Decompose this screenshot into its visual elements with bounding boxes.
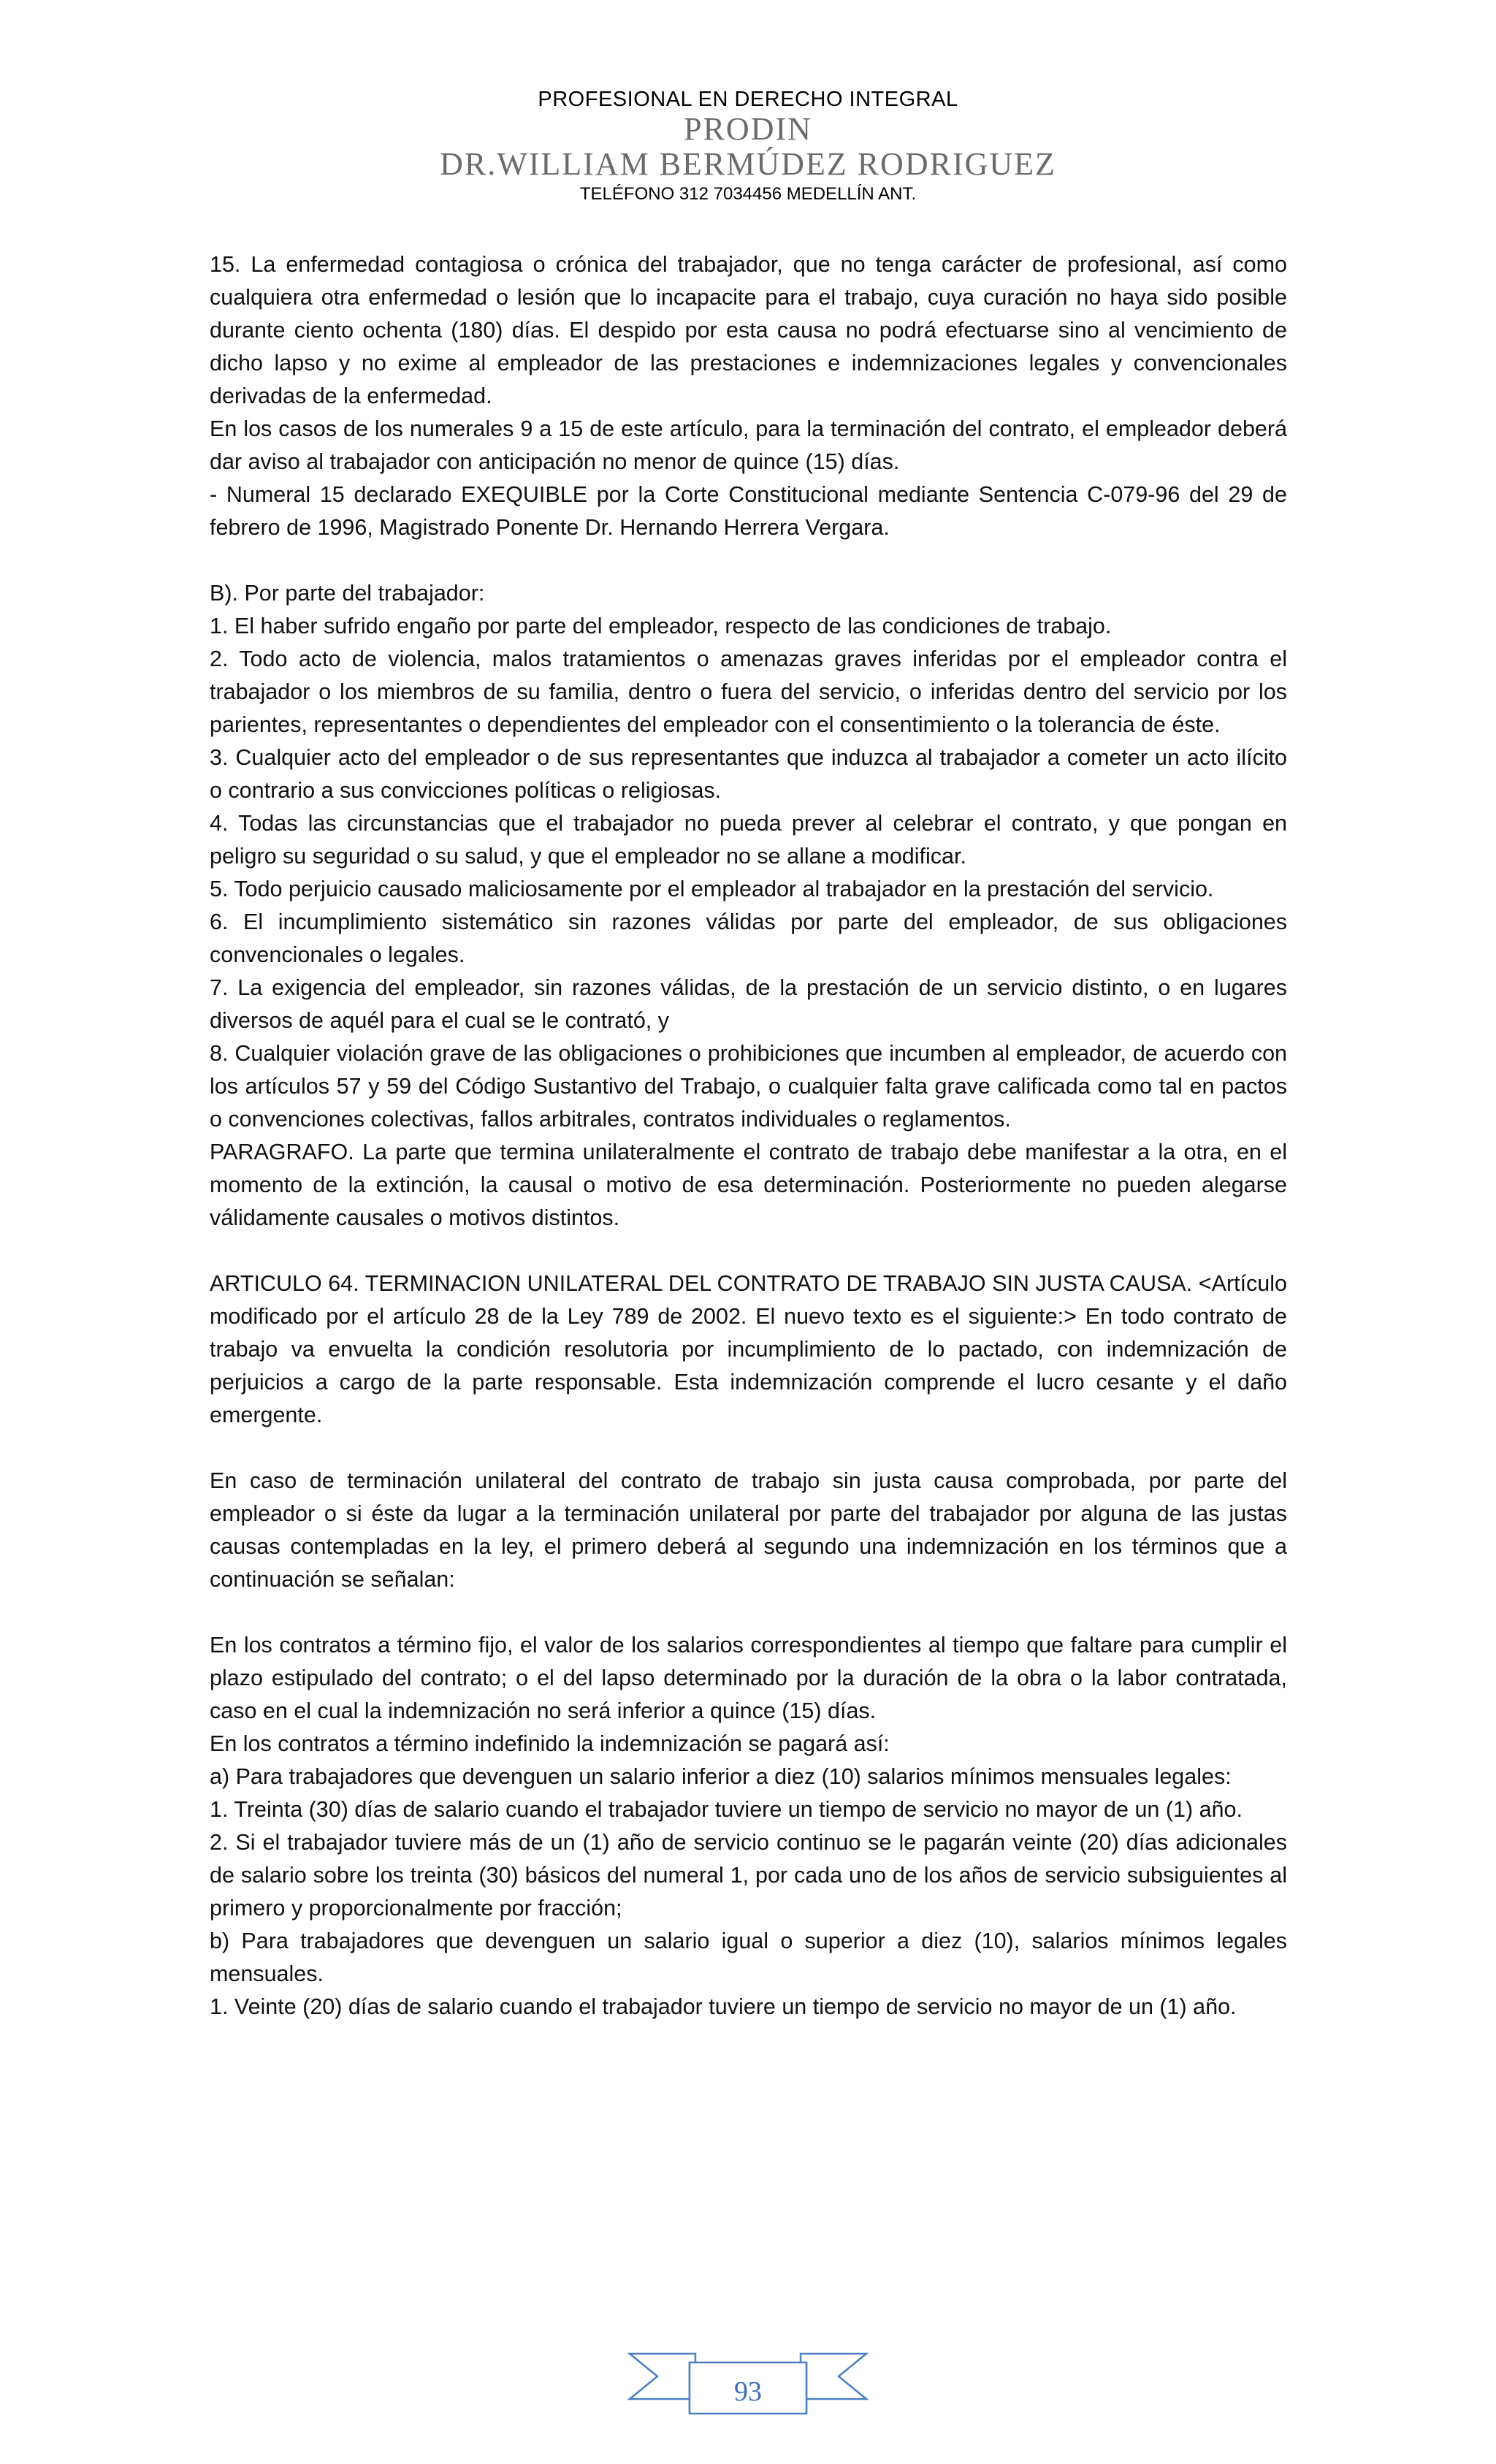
paragraph: 8. Cualquier violación grave de las obligaciones o prohibiciones que incumben al empleador, de acuerdo con los artículos 57 y 59 del Código Sustantivo del Trabajo, o cualquier falta grave calificada como tal en pactos o convenciones colectivas, fallos arbitrales, contratos individuales o reglamentos. [210, 1041, 1287, 1132]
letterhead-phone: TELÉFONO 312 7034456 MEDELLÍN ANT. [579, 184, 917, 204]
paragraph: En los contratos a término indefinido la indemnización se pagará así: [210, 1731, 890, 1756]
paragraph: 15. La enfermedad contagiosa o crónica del trabajador, que no tenga carácter de profesional, así como cualquiera otra enfermedad o lesión que lo incapacite para el trabajo, cuya curación no haya sido posible durante ciento ochenta (180) días. El despido por esta causa no podrá efectuarse sino al vencimiento de dicho lapso y no exime al empleador de las prestaciones e indemnizaciones legales y convencionales derivadas de la enfermedad. [210, 252, 1287, 408]
paragraph: En los contratos a término fijo, el valor de los salarios correspondientes al tiempo que faltare para cumplir el plazo estipulado del contrato; o el del lapso determinado por la duración de la obra o la labor contratada, caso en el cual la indemnización no será inferior a quince (15) días. [210, 1633, 1287, 1723]
page-footer [0, 2348, 1496, 2428]
page-number: 93 [734, 2376, 762, 2407]
letterhead-brand: PRODIN [684, 111, 812, 147]
paragraph: 4. Todas las circunstancias que el trabajador no pueda prever al celebrar el contrato, y que pongan en peligro su seguridad o su salud, y que el empleador no se allane a modificar. [210, 811, 1287, 869]
paragraph: En caso de terminación unilateral del contrato de trabajo sin justa causa comprobada, por parte del empleador o si éste da lugar a la terminación unilateral por parte del trabajador por alguna de las justas causas contempladas en la ley, el primero deberá al segundo una indemnización en los términos que a continuación se señalan: [210, 1468, 1287, 1592]
paragraph: - Numeral 15 declarado EXEQUIBLE por la Corte Constitucional mediante Sentencia C-079-96 del 29 de febrero de 1996, Magistrado Ponente Dr. Hernando Herrera Vergara. [210, 482, 1287, 540]
paragraph-gap [210, 544, 1287, 577]
paragraph: 5. Todo perjuicio causado maliciosamente por el empleador al trabajador en la prestación del servicio. [210, 877, 1214, 901]
letterhead [0, 86, 1496, 206]
paragraph-gap [210, 1596, 1287, 1629]
paragraph: 3. Cualquier acto del empleador o de sus representantes que induzca al trabajador a cometer un acto ilícito o contrario a sus convicciones políticas o religiosas. [210, 745, 1287, 803]
paragraph: b) Para trabajadores que devenguen un salario igual o superior a diez (10), salarios mínimos legales mensuales. [210, 1929, 1287, 1986]
paragraph: B). Por parte del trabajador: [210, 581, 485, 606]
document-body [210, 248, 1287, 2024]
paragraph: 7. La exigencia del empleador, sin razones válidas, de la prestación de un servicio distinto, o en lugares diversos de aquél para el cual se le contrató, y [210, 975, 1287, 1033]
paragraph: 1. El haber sufrido engaño por parte del empleador, respecto de las condiciones de trabajo. [210, 614, 1112, 638]
paragraph: 1. Veinte (20) días de salario cuando el trabajador tuviere un tiempo de servicio no mayor de un (1) año. [210, 1994, 1237, 2019]
paragraph: 1. Treinta (30) días de salario cuando el trabajador tuviere un tiempo de servicio no mayor de un (1) año. [210, 1797, 1243, 1822]
paragraph: 2. Todo acto de violencia, malos tratamientos o amenazas graves inferidas por el empleador contra el trabajador o los miembros de su familia, dentro o fuera del servicio, o inferidas dentro del servicio por los parientes, representantes o dependientes del empleador con el consentimiento o la tolerancia de éste. [210, 646, 1287, 737]
paragraph-gap [210, 1235, 1287, 1267]
letterhead-name: DR.WILLIAM BERMÚDEZ RODRIGUEZ [440, 146, 1056, 182]
paragraph: 6. El incumplimiento sistemático sin razones válidas por parte del empleador, de sus obligaciones convencionales o legales. [210, 909, 1287, 967]
paragraph: PARAGRAFO. La parte que termina unilateralmente el contrato de trabajo debe manifestar a la otra, en el momento de la extinción, la causal o motivo de esa determinación. Posteriormente no pueden alegarse válidamente causales o motivos distintos. [210, 1140, 1287, 1230]
paragraph: a) Para trabajadores que devenguen un salario inferior a diez (10) salarios mínimos mensuales legales: [210, 1764, 1232, 1789]
paragraph: 2. Si el trabajador tuviere más de un (1) año de servicio continuo se le pagarán veinte (20) días adicionales de salario sobre los treinta (30) básicos del numeral 1, por cada uno de los años de servicio subsiguientes al primero y proporcionalmente por fracción; [210, 1830, 1287, 1921]
paragraph-gap [210, 1432, 1287, 1465]
letterhead-profession: PROFESIONAL EN DERECHO INTEGRAL [538, 88, 958, 111]
paragraph: ARTICULO 64. TERMINACION UNILATERAL DEL CONTRATO DE TRABAJO SIN JUSTA CAUSA. <Artículo modificado por el artículo 28 de la Ley 789 de 2002. El nuevo texto es el siguiente:> En todo contrato de trabajo va envuelta la condición resolutoria por incumplimiento de lo pactado, con indemnización de perjuicios a cargo de la parte responsable. Esta indemnización comprende el lucro cesante y el daño emergente. [210, 1271, 1287, 1427]
paragraph: En los casos de los numerales 9 a 15 de este artículo, para la terminación del contrato, el empleador deberá dar aviso al trabajador con anticipación no menor de quince (15) días. [210, 416, 1287, 474]
